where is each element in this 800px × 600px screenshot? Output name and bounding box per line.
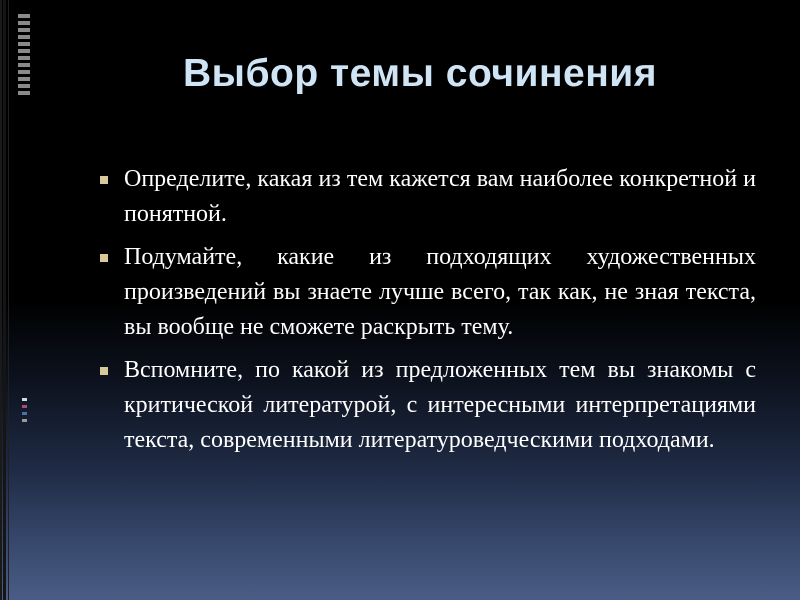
decorative-side-stripes <box>0 0 34 600</box>
stripe-marker-bottom <box>22 398 27 426</box>
stripe-line <box>0 0 2 600</box>
list-item-text: Подумайте, какие из подходящих художественных произведений вы знаете лучше всего, так как, не зная текста, вы вообще не сможете раскрыть тему. <box>124 244 756 340</box>
square-bullet-icon <box>100 254 108 262</box>
list-item <box>100 162 756 232</box>
bullet-list <box>100 162 756 466</box>
stripe-marker-top <box>18 14 30 98</box>
list-item-text: Вспомните, по какой из предложенных тем вы знакомы с критической литературой, с интересными интерпретациями текста, современными литературоведческими подходами. <box>124 357 756 453</box>
square-bullet-icon <box>100 176 108 184</box>
slide-title: Выбор темы сочинения <box>182 52 657 95</box>
stripe-line <box>3 0 6 600</box>
list-item-text: Определите, какая из тем кажется вам наиболее конкретной и понятной. <box>124 166 756 227</box>
square-bullet-icon <box>100 367 108 375</box>
stripe-line <box>8 0 9 600</box>
list-item <box>100 353 756 458</box>
list-item <box>100 240 756 345</box>
